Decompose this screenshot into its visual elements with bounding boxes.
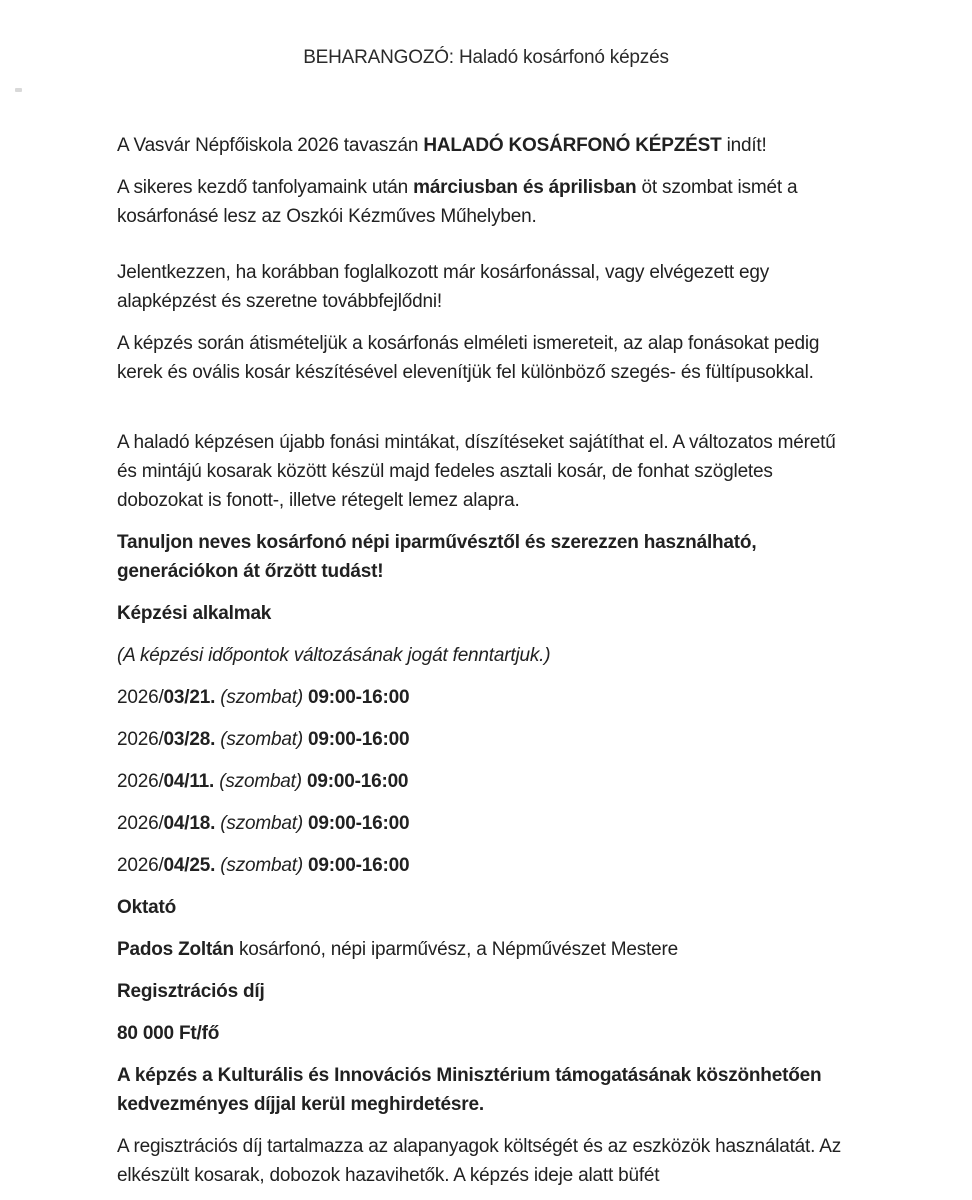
fee-heading [117, 977, 932, 1006]
instructor-heading [117, 893, 932, 922]
text-line: Jelentkezzen, ha korábban foglalkozott már kosárfonással, vagy elvégezett egy [117, 262, 770, 283]
text-line: elkészült kosarak, dobozok hazavihetők. A képzés ideje alatt büfét [117, 1165, 660, 1186]
text-line: 2026/03/28. (szombat) 09:00-16:00 [117, 729, 410, 750]
call-to-action-paragraph [117, 528, 932, 586]
text-line: 2026/04/18. (szombat) 09:00-16:00 [117, 813, 410, 834]
schedule-heading [117, 599, 932, 628]
text-line: 2026/03/21. (szombat) 09:00-16:00 [117, 687, 410, 708]
apply-paragraph [117, 258, 932, 316]
date-line-1 [117, 683, 932, 712]
text-line: Képzési alkalmak [117, 603, 272, 624]
date-line-5 [117, 851, 932, 880]
fee-details-paragraph [117, 1132, 932, 1190]
text-line: alapképzést és szeretne továbbfejlődni! [117, 291, 442, 312]
text-line: 2026/04/11. (szombat) 09:00-16:00 [117, 771, 409, 792]
text-line: A képzés a Kulturális és Innovációs Minisztérium támogatásának köszönhetően [117, 1065, 822, 1086]
schedule-disclaimer [117, 641, 932, 670]
scan-artifact [15, 88, 22, 92]
text-line: A Vasvár Népfőiskola 2026 tavaszán HALADÓ KOSÁRFONÓ KÉPZÉST indít! [117, 135, 767, 156]
date-line-2 [117, 725, 932, 754]
text-line: dobozokat is fonott-, illetve rétegelt lemez alapra. [117, 490, 520, 511]
blank-line [117, 244, 932, 258]
text-line: Oktató [117, 897, 176, 918]
text-line: generációkon át őrzött tudást! [117, 561, 384, 582]
document-body [0, 131, 972, 1190]
text-line: A regisztrációs díj tartalmazza az alapanyagok költségét és az eszközök használatát. Az [117, 1136, 841, 1157]
text-line: A képzés során átismételjük a kosárfonás elméleti ismereteit, az alap fonásokat pedig [117, 333, 820, 354]
text-line: Regisztrációs díj [117, 981, 265, 1002]
ministry-support-paragraph [117, 1061, 932, 1119]
text-line: kedvezményes díjjal kerül meghirdetésre. [117, 1094, 484, 1115]
date-line-4 [117, 809, 932, 838]
text-line: Tanuljon neves kosárfonó népi iparművésztől és szerezzen használható, [117, 532, 757, 553]
document-title: BEHARANGOZÓ: Haladó kosárfonó képzés [303, 47, 669, 68]
text-line: Pados Zoltán kosárfonó, népi iparművész, a Népművészet Mestere [117, 939, 678, 960]
text-line: A sikeres kezdő tanfolyamaink után márciusban és áprilisban öt szombat ismét a [117, 177, 798, 198]
fee-amount [117, 1019, 932, 1048]
text-line: 80 000 Ft/fő [117, 1023, 220, 1044]
text-line: 2026/04/25. (szombat) 09:00-16:00 [117, 855, 410, 876]
text-line: kerek és ovális kosár készítésével elevenítjük fel különböző szegés- és fültípusokkal. [117, 362, 814, 383]
advanced-content-paragraph [117, 428, 932, 515]
text-line: kosárfonásé lesz az Oszkói Kézműves Műhelyben. [117, 206, 537, 227]
blank-line [117, 400, 932, 428]
text-line: A haladó képzésen újabb fonási mintákat, díszítéseket sajátíthat el. A változatos méretű [117, 432, 836, 453]
instructor-paragraph [117, 935, 932, 964]
course-overview-paragraph [117, 173, 932, 231]
intro-paragraph [117, 131, 932, 160]
training-content-paragraph [117, 329, 932, 387]
text-line: (A képzési időpontok változásának jogát fenntartjuk.) [117, 645, 551, 666]
date-line-3 [117, 767, 932, 796]
text-line: és mintájú kosarak között készül majd fedeles asztali kosár, de fonhat szögletes [117, 461, 773, 482]
